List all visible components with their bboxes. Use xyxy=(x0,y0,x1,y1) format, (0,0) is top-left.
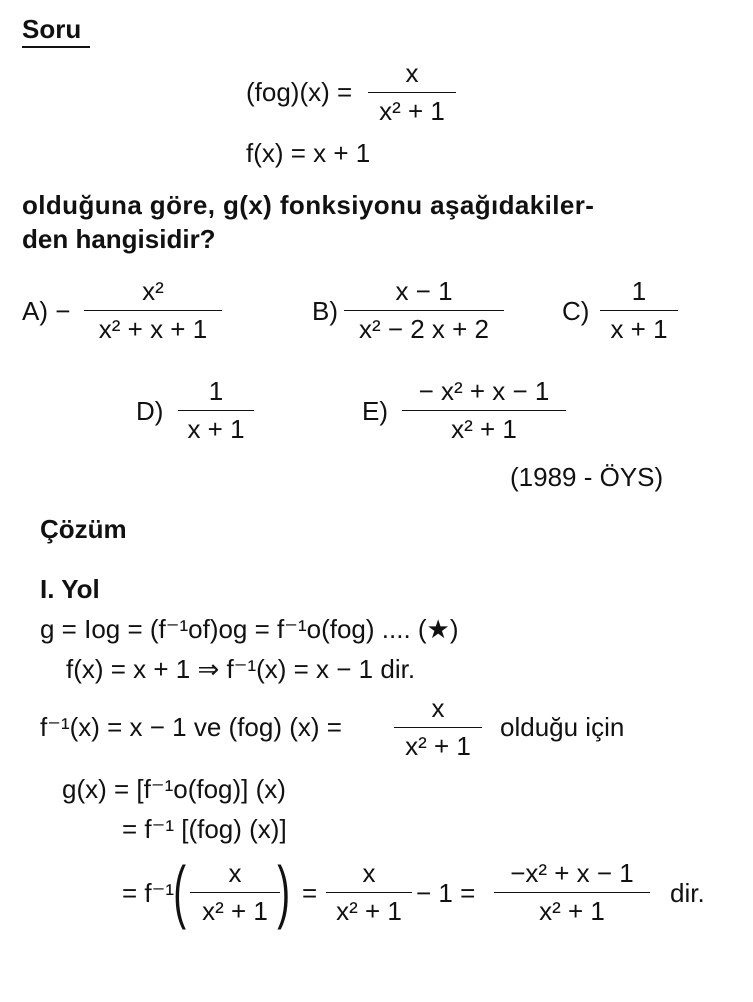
left-paren: ( xyxy=(173,852,187,930)
solution-line-6-minus-one: − 1 = xyxy=(416,878,476,908)
solution-line-6-lhs: = f⁻¹ xyxy=(122,878,175,908)
fog-lhs: (fog)(x) = xyxy=(246,77,353,107)
solution-line-6-result-fraction xyxy=(494,858,650,927)
fog-numerator: x xyxy=(405,58,419,88)
solution-line-1: g = Iog = (f⁻¹of)og = f⁻¹o(fog) .... (★) xyxy=(40,614,459,644)
f-definition: f(x) = x + 1 xyxy=(246,138,371,168)
option-e-label[interactable]: E) xyxy=(362,396,388,426)
soru-heading: Soru xyxy=(22,14,82,44)
option-c-denominator: x + 1 xyxy=(610,314,668,344)
option-d-label[interactable]: D) xyxy=(136,396,164,426)
exam-source: (1989 - ÖYS) xyxy=(510,462,664,492)
solution-line-6-inner-numerator: x xyxy=(228,858,242,888)
soru-underline xyxy=(22,46,90,48)
option-a-numerator: x² xyxy=(142,276,164,306)
option-b-numerator: x − 1 xyxy=(395,276,453,306)
solution-line-6-second-denominator: x² + 1 xyxy=(336,896,402,926)
solution-line-5: = f⁻¹ [(fog) (x)] xyxy=(122,814,287,844)
option-c-label[interactable]: C) xyxy=(562,296,590,326)
solution-line-6-second-numerator: x xyxy=(362,858,376,888)
option-a-fraction[interactable] xyxy=(84,276,222,345)
option-d-fraction[interactable] xyxy=(178,376,254,445)
option-c-numerator: 1 xyxy=(631,276,647,306)
solution-line-4: g(x) = [f⁻¹o(fog)] (x) xyxy=(62,774,286,804)
solution-line-3-numerator: x xyxy=(431,693,445,723)
solution-line-3-rhs: olduğu için xyxy=(500,712,625,742)
option-e-denominator: x² + 1 xyxy=(451,414,517,444)
fog-denominator: x² + 1 xyxy=(379,96,445,126)
option-b-fraction[interactable] xyxy=(344,276,504,345)
option-d-denominator: x + 1 xyxy=(187,414,245,444)
question-line-1: olduğuna göre, g(x) fonksiyonu aşağıdakiler- xyxy=(22,190,595,220)
option-e-fraction[interactable] xyxy=(402,376,566,445)
question-line-2: den hangisidir? xyxy=(22,224,216,254)
solution-line-6-inner-denominator: x² + 1 xyxy=(202,896,268,926)
solution-line-6-end: dir. xyxy=(670,878,705,908)
cozum-heading: Çözüm xyxy=(40,514,127,544)
solution-line-3-denominator: x² + 1 xyxy=(405,731,471,761)
yol-heading: I. Yol xyxy=(40,574,100,604)
option-b-label[interactable]: B) xyxy=(312,296,338,326)
solution-line-2: f(x) = x + 1 ⇒ f⁻¹(x) = x − 1 dir. xyxy=(66,654,416,684)
option-b-denominator: x² − 2 x + 2 xyxy=(358,314,490,344)
solution-line-3-lhs: f⁻¹(x) = x − 1 ve (fog) (x) = xyxy=(40,712,342,742)
option-e-numerator: − x² + x − 1 xyxy=(418,376,550,406)
solution-line-6-inner-fraction xyxy=(190,858,280,927)
fog-fraction xyxy=(368,58,456,127)
solution-line-6-result-numerator: −x² + x − 1 xyxy=(510,858,634,888)
option-a-denominator: x² + x + 1 xyxy=(98,314,208,344)
solution-line-6-result-denominator: x² + 1 xyxy=(539,896,605,926)
option-d-numerator: 1 xyxy=(208,376,224,406)
solution-line-6-second-fraction xyxy=(326,858,412,927)
right-paren: ) xyxy=(277,852,291,930)
option-c-fraction[interactable] xyxy=(600,276,678,345)
option-a-label[interactable]: A) − xyxy=(22,296,71,326)
solution-line-6-equals: = xyxy=(302,878,318,908)
solution-line-3-fraction xyxy=(394,693,482,762)
